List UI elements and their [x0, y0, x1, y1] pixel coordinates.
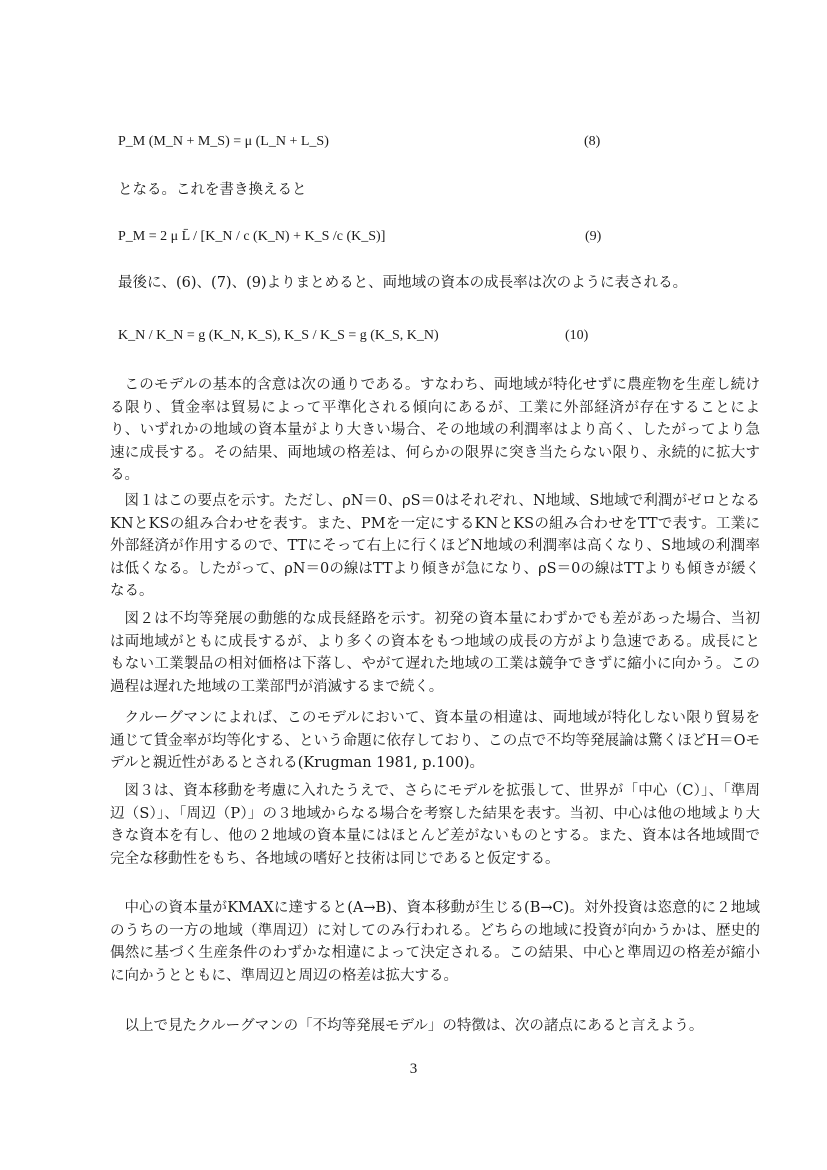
equation-9 — [118, 227, 718, 247]
equation-number: (10) — [565, 328, 589, 343]
text-line: 最後に、(6)、(7)、(9)よりまとめると、両地域の資本の成長率は次のように表される。 — [118, 275, 688, 291]
equation-8 — [118, 132, 718, 152]
paragraph: 図２は不均等発展の動態的な成長経路を示す。初発の資本量にわずかでも差があった場合、当初は両地域がともに成長するが、より多くの資本をもつ地域の成長の方がより急速である。成長にともない工業製品の相対価格は下落し、やがて遅れた地域の工業は競争できずに縮小に向かう。この過程は遅れた地域の工業部門が消滅するまで続く。 — [110, 611, 760, 695]
equation-10 — [118, 326, 718, 346]
text-line: となる。これを書き換えると — [118, 182, 307, 198]
paragraph: クルーグマンによれば、このモデルにおいて、資本量の相違は、両地域が特化しない限り貿易を通じて賃金率が均等化する、という命題に依存しており、この点で不均等発展論は驚くほどH＝Oモデルと親近性があるとされる(Krugman 1981, p.100)。 — [110, 710, 760, 772]
paragraph: 中心の資本量がKMAXに達すると(A→B)、資本移動が生じる(B→C)。対外投資は恣意的に２地域のうちの一方の地域（準周辺）に対してのみ行われる。どちらの地域に投資が向かうかは、歴史的偶然に基づく生産条件のわずかな相違によって決定される。この結果、中心と準周辺の格差が縮小に向かうとともに、準周辺と周辺の格差は拡大する。 — [110, 900, 760, 984]
equation-formula: P_M (M_N + M_S) = μ (L_N + L_S) — [118, 134, 329, 149]
page-number: 3 — [409, 1061, 418, 1077]
equation-number: (9) — [585, 229, 602, 244]
paragraph: 図１はこの要点を示す。ただし、ρN＝0、ρS＝0はそれぞれ、N地域、S地域で利潤がゼロとなるKNとKSの組み合わせを表す。また、PMを一定にするKNとKSの組み合わせをTTで表す。工業に外部経済が作用するので、TTにそって右上に行くほどN地域の利潤率は高くなり、S地域の利潤率は低くなる。したがって、ρN＝0の線はTTより傾きが急になり、ρS＝0の線はTTよりも傾きが緩くなる。 — [110, 493, 760, 600]
paragraph: 以上で見たクルーグマンの「不均等発展モデル」の特徴は、次の諸点にあると言えよう。 — [124, 1018, 704, 1034]
equation-formula: K_N / K_N = g (K_N, K_S), K_S / K_S = g (K_S, K_N) — [118, 328, 439, 343]
equation-number: (8) — [584, 134, 601, 149]
paragraph: このモデルの基本的含意は次の通りである。すなわち、両地域が特化せずに農産物を生産し続ける限り、賃金率は貿易によって平準化される傾向にあるが、工業に外部経済が存在することにより、いずれかの地域の資本量がより大きい場合、その地域の利潤率はより高く、したがってより急速に成長する。その結果、両地域の格差は、何らかの限界に突き当たらない限り、永続的に拡大する。 — [110, 377, 760, 484]
equation-formula: P_M = 2 μ L̄ / [K_N / c (K_N) + K_S /c (K_S)] — [118, 229, 386, 244]
paragraph: 図３は、資本移動を考慮に入れたうえで、さらにモデルを拡張して、世界が「中心（C）」、「準周辺（S）」、「周辺（P）」の３地域からなる場合を考察した結果を表す。当初、中心は他の地域より大きな資本を有し、他の２地域の資本量にはほとんど差がないものとする。また、資本は各地域間で完全な移動性をもち、各地域の嗜好と技術は同じであると仮定する。 — [110, 783, 760, 867]
